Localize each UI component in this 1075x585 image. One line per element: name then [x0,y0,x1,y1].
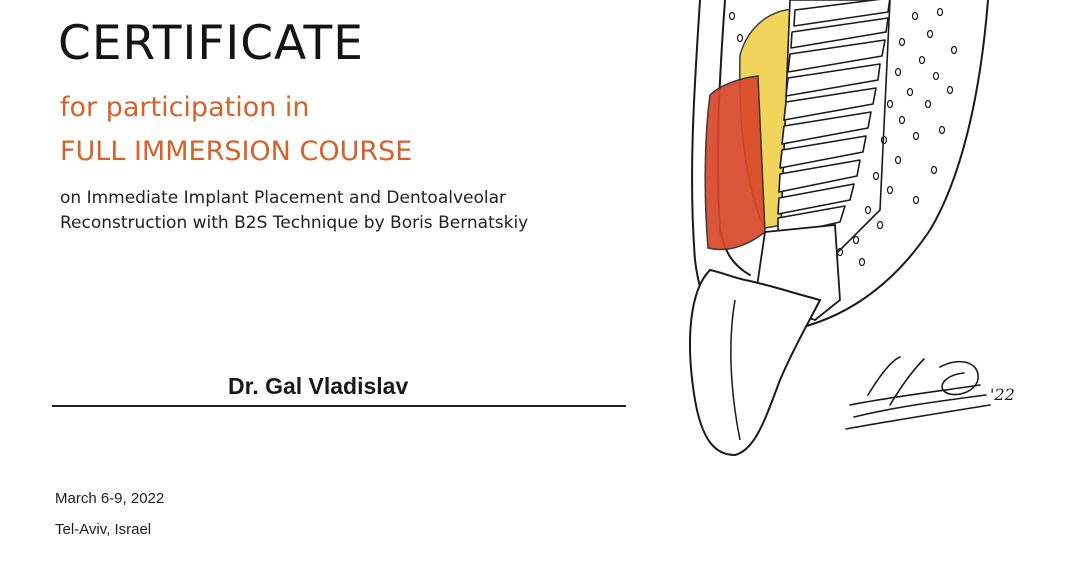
course-location: Tel-Aviv, Israel [55,521,152,538]
course-name: FULL IMMERSION COURSE [60,136,413,167]
certificate-title: CERTIFICATE [58,16,364,71]
implant-body [778,0,890,260]
red-graft [705,76,765,249]
recipient-name: Dr. Gal Vladislav [228,373,409,399]
dental-implant-illustration [640,0,1075,585]
participation-line: for participation in [60,92,310,123]
description-line-2: Reconstruction with B2S Technique by Boris Bernatskiy [60,213,529,233]
course-date: March 6-9, 2022 [55,490,165,507]
name-underline [52,405,626,407]
description-line-1: on Immediate Implant Placement and Dentoalveolar [60,188,507,208]
signature-year: '22 [990,385,1015,404]
crown [690,270,820,455]
course-description [60,186,640,236]
signature-mark [840,345,1040,440]
